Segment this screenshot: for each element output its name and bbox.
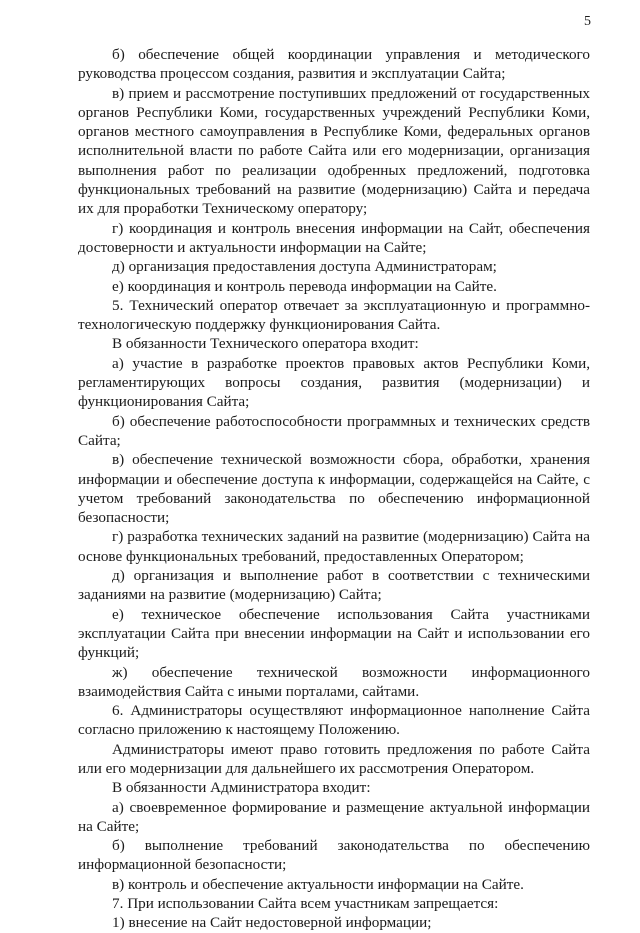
paragraph-b-security-requirements: б) выполнение требований законодательства по обеспечению информационной безопасности; [78, 837, 590, 874]
paragraph-e-tech-support: е) техническое обеспечение использования Сайта участниками эксплуатации Сайта при внесении информации на Сайт и использовании его функций; [78, 605, 590, 662]
paragraph-d-access: д) организация предоставления доступа Администраторам; [112, 258, 497, 276]
paragraph-g-control: г) координация и контроль внесения информации на Сайт, обеспечения достоверности и актуальности информации на Сайте; [78, 219, 590, 256]
paragraph-6-administrators: 6. Администраторы осуществляют информационное наполнение Сайта согласно приложению к настоящему Положению. [78, 702, 590, 739]
paragraph-a-legal-acts: а) участие в разработке проектов правовых актов Республики Коми, регламентирующих вопросы создания, развития (модернизации) и функционирования Сайта; [78, 354, 590, 411]
paragraph-a-timely-posting: а) своевременное формирование и размещение актуальной информации на Сайте; [78, 798, 590, 835]
paragraph-b-operability: б) обеспечение работоспособности программных и технических средств Сайта; [78, 412, 590, 449]
paragraph-tech-duties-heading: В обязанности Технического оператора входит: [112, 335, 419, 353]
paragraph-b-coordination: б) обеспечение общей координации управления и методического руководства процессом создания, развития и эксплуатации Сайта; [78, 46, 590, 83]
paragraph-g-tech-specs: г) разработка технических заданий на развитие (модернизацию) Сайта на основе функциональных требований, предоставленных Оператором; [78, 528, 590, 565]
document-body [78, 45, 590, 933]
paragraph-v-technical-capability: в) обеспечение технической возможности сбора, обработки, хранения информации и обеспечение доступа к информации, содержащейся на Сайте, с учетом требований законодательства по обеспечению информационной безопасности; [78, 451, 590, 527]
paragraph-1-false-information: 1) внесение на Сайт недостоверной информации; [112, 914, 432, 932]
paragraph-5-technical-operator: 5. Технический оператор отвечает за эксплуатационную и программно-технологическую поддержку функционирования Сайта. [78, 296, 590, 334]
page-number: 5 [584, 14, 591, 29]
paragraph-7-prohibitions: 7. При использовании Сайта всем участникам запрещается: [112, 895, 499, 913]
paragraph-zh-interaction: ж) обеспечение технической возможности информационного взаимодействия Сайта с иными порталами, сайтами. [78, 663, 590, 700]
paragraph-d-works: д) организация и выполнение работ в соответствии с техническими заданиями на развитие (модернизацию) Сайта; [78, 567, 590, 604]
paragraph-admin-duties-heading: В обязанности Администратора входит: [112, 779, 371, 797]
paragraph-admin-proposals: Администраторы имеют право готовить предложения по работе Сайта или его модернизации для дальнейшего их рассмотрения Оператором. [78, 740, 590, 777]
paragraph-v-proposals: в) прием и рассмотрение поступивших предложений от государственных органов Республики Коми, государственных учреждений Республики Коми, органов местного самоуправления в Республике Коми, федеральных органов исполнительной власти по работе Сайта или его модернизации, организация выполнения работ по реализации одобренных предложений, подготовка функциональных требований на развитие (модернизацию) Сайта и передача их для проработки Техническому оператору; [78, 84, 590, 218]
paragraph-v-relevance-control: в) контроль и обеспечение актуальности информации на Сайте. [112, 875, 524, 893]
paragraph-e-translation: е) координация и контроль перевода информации на Сайте. [112, 277, 497, 295]
